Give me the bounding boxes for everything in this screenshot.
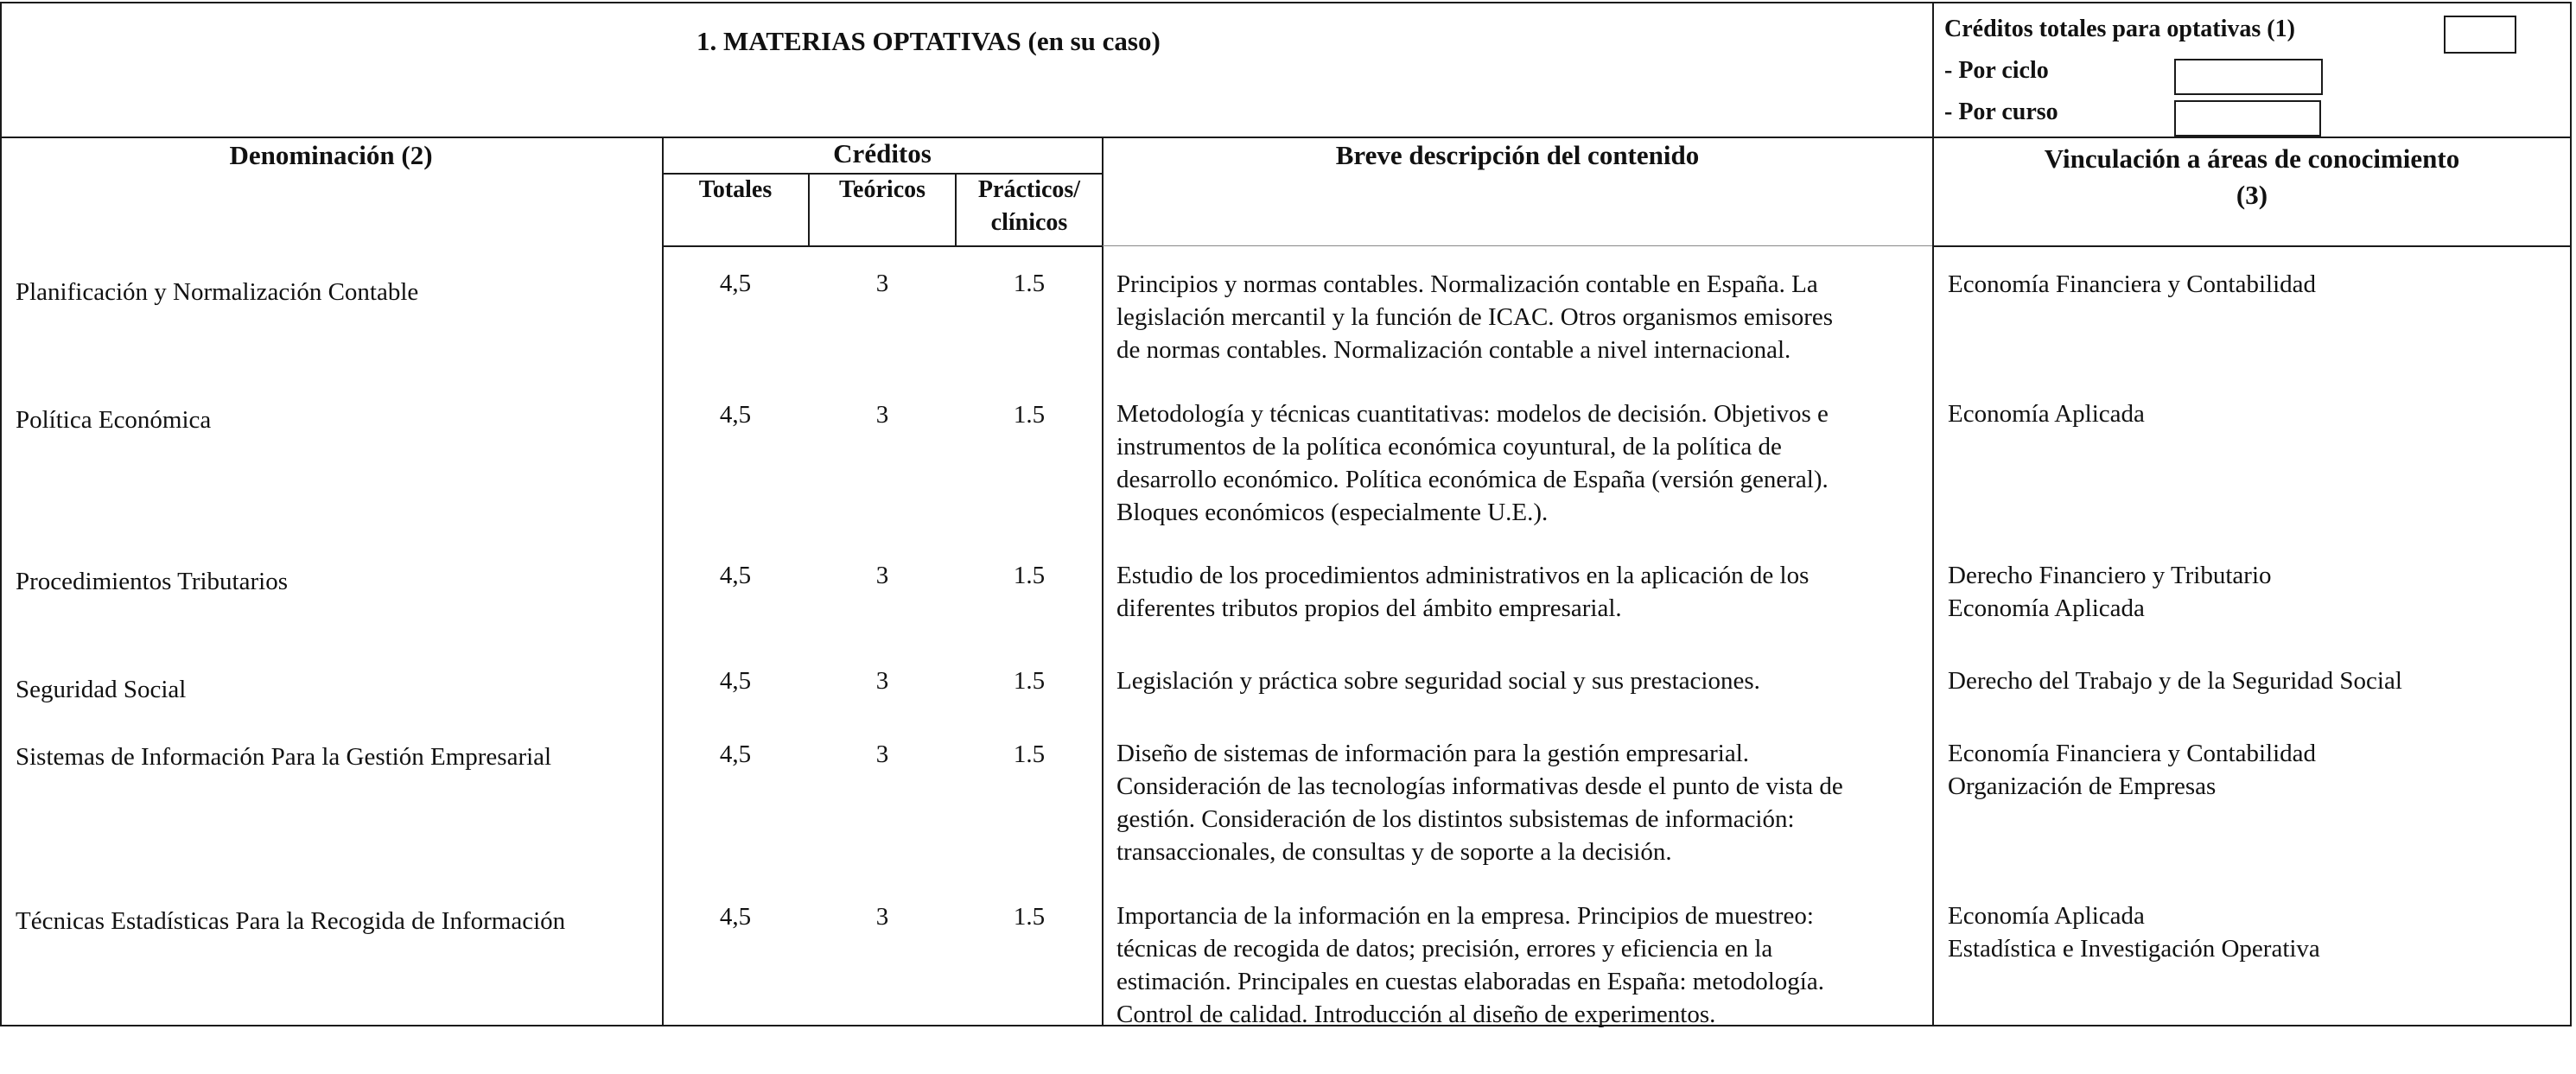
description-line: Principios y normas contables. Normalización contable en España. La — [1116, 270, 1818, 298]
row-totales: 4,5 — [719, 270, 752, 297]
description-line: estimación. Principales en cuestas elaboradas en España: metodología. — [1116, 968, 1824, 995]
row-totales: 4,5 — [719, 401, 752, 429]
area-line: Estadística e Investigación Operativa — [1948, 935, 2320, 963]
description-line: instrumentos de la política económica coyuntural, de la política de — [1116, 433, 1782, 461]
por-ciclo-box[interactable] — [2174, 59, 2323, 95]
row-teoricos: 3 — [875, 903, 889, 931]
por-curso-label: - Por curso — [1944, 99, 2058, 125]
frame-top-border — [0, 2, 2572, 3]
row-description — [1116, 268, 1833, 366]
area-line: Economía Aplicada — [1948, 400, 2145, 428]
page-title: 1. MATERIAS OPTATIVAS (en su caso) — [696, 26, 1161, 56]
row-practicos: 1.5 — [1013, 667, 1046, 695]
row-description — [1116, 559, 1809, 625]
por-curso-box[interactable] — [2174, 100, 2321, 137]
row-teoricos: 3 — [875, 667, 889, 695]
row-practicos: 1.5 — [1013, 903, 1046, 931]
row-areas — [1948, 268, 2316, 301]
area-line: Organización de Empresas — [1948, 772, 2217, 800]
row-totales: 4,5 — [719, 903, 752, 931]
creditos-totales-label: Créditos totales para optativas (1) — [1944, 16, 2295, 42]
row-areas — [1948, 899, 2320, 965]
row-practicos: 1.5 — [1013, 562, 1046, 589]
row-practicos: 1.5 — [1013, 401, 1046, 429]
description-line: Diseño de sistemas de información para la gestión empresarial. — [1116, 740, 1750, 767]
row-description — [1116, 899, 1824, 1031]
row-totales: 4,5 — [719, 667, 752, 695]
row-areas — [1948, 559, 2272, 625]
creditos-totales-box[interactable] — [2444, 16, 2516, 54]
description-line: Consideración de las tecnologías informativas desde el punto de vista de — [1116, 772, 1843, 800]
header-bottom-line-vinculacion — [1932, 245, 2572, 247]
description-line: gestión. Consideración de los distintos subsistemas de información: — [1116, 805, 1795, 833]
header-vinculacion-line1: Vinculación a áreas de conocimiento — [2044, 143, 2460, 174]
description-line: Estudio de los procedimientos administrativos en la aplicación de los — [1116, 562, 1810, 589]
row-name: Sistemas de Información Para la Gestión Empresarial — [16, 743, 552, 771]
area-line: Derecho del Trabajo y de la Seguridad Social — [1948, 667, 2402, 695]
row-name: Técnicas Estadísticas Para la Recogida de Información — [16, 907, 566, 935]
por-ciclo-label: - Por ciclo — [1944, 57, 2049, 84]
row-name: Planificación y Normalización Contable — [16, 278, 419, 306]
row-areas — [1948, 737, 2316, 803]
creditos-subheader-line — [662, 173, 1103, 175]
header-denominacion: Denominación (2) — [229, 140, 433, 170]
row-description — [1116, 664, 1760, 697]
row-description — [1116, 397, 1829, 529]
area-line: Derecho Financiero y Tributario — [1948, 562, 2272, 589]
row-teoricos: 3 — [875, 740, 889, 768]
description-line: técnicas de recogida de datos; precisión, errores y eficiencia en la — [1116, 935, 1773, 963]
description-line: desarrollo económico. Política económica de España (versión general). — [1116, 466, 1829, 493]
title-separator — [0, 137, 2572, 138]
header-descripcion: Breve descripción del contenido — [1335, 140, 1700, 170]
row-name: Política Económica — [16, 406, 212, 434]
row-areas — [1948, 664, 2402, 697]
area-line: Economía Aplicada — [1948, 902, 2145, 930]
description-line: de normas contables. Normalización contable a nivel internacional. — [1116, 336, 1791, 364]
row-teoricos: 3 — [875, 270, 889, 297]
area-line: Economía Financiera y Contabilidad — [1948, 270, 2317, 298]
row-practicos: 1.5 — [1013, 740, 1046, 768]
header-vinculacion-line2: (3) — [2236, 180, 2268, 210]
description-line: Control de calidad. Introducción al diseño de experimentos. — [1116, 1001, 1716, 1028]
row-name: Procedimientos Tributarios — [16, 568, 288, 595]
area-line: Economía Aplicada — [1948, 594, 2145, 622]
row-name: Seguridad Social — [16, 676, 187, 703]
description-line: Metodología y técnicas cuantitativas: modelos de decisión. Objetivos e — [1116, 400, 1829, 428]
row-totales: 4,5 — [719, 562, 752, 589]
header-practicos-line1: Prácticos/ — [977, 176, 1081, 203]
header-creditos: Créditos — [833, 138, 932, 168]
header-totales: Totales — [698, 176, 773, 203]
row-areas — [1948, 397, 2145, 430]
header-practicos-line2: clínicos — [990, 209, 1068, 236]
description-line: legislación mercantil y la función de ICAC. Otros organismos emisores — [1116, 303, 1834, 331]
description-line: Importancia de la información en la empresa. Principios de muestreo: — [1116, 902, 1814, 930]
header-bottom-line-creditos — [662, 245, 1103, 247]
row-teoricos: 3 — [875, 401, 889, 429]
header-bottom-line-descripcion — [1103, 245, 1932, 246]
description-line: Bloques económicos (especialmente U.E.). — [1116, 499, 1549, 526]
area-line: Economía Financiera y Contabilidad — [1948, 740, 2317, 767]
description-line: Legislación y práctica sobre seguridad social y sus prestaciones. — [1116, 667, 1760, 695]
description-line: transaccionales, de consultas y de soporte a la decisión. — [1116, 838, 1672, 866]
description-line: diferentes tributos propios del ámbito empresarial. — [1116, 594, 1622, 622]
header-teoricos: Teóricos — [838, 176, 926, 203]
row-description — [1116, 737, 1843, 868]
row-teoricos: 3 — [875, 562, 889, 589]
row-practicos: 1.5 — [1013, 270, 1046, 297]
row-totales: 4,5 — [719, 740, 752, 768]
